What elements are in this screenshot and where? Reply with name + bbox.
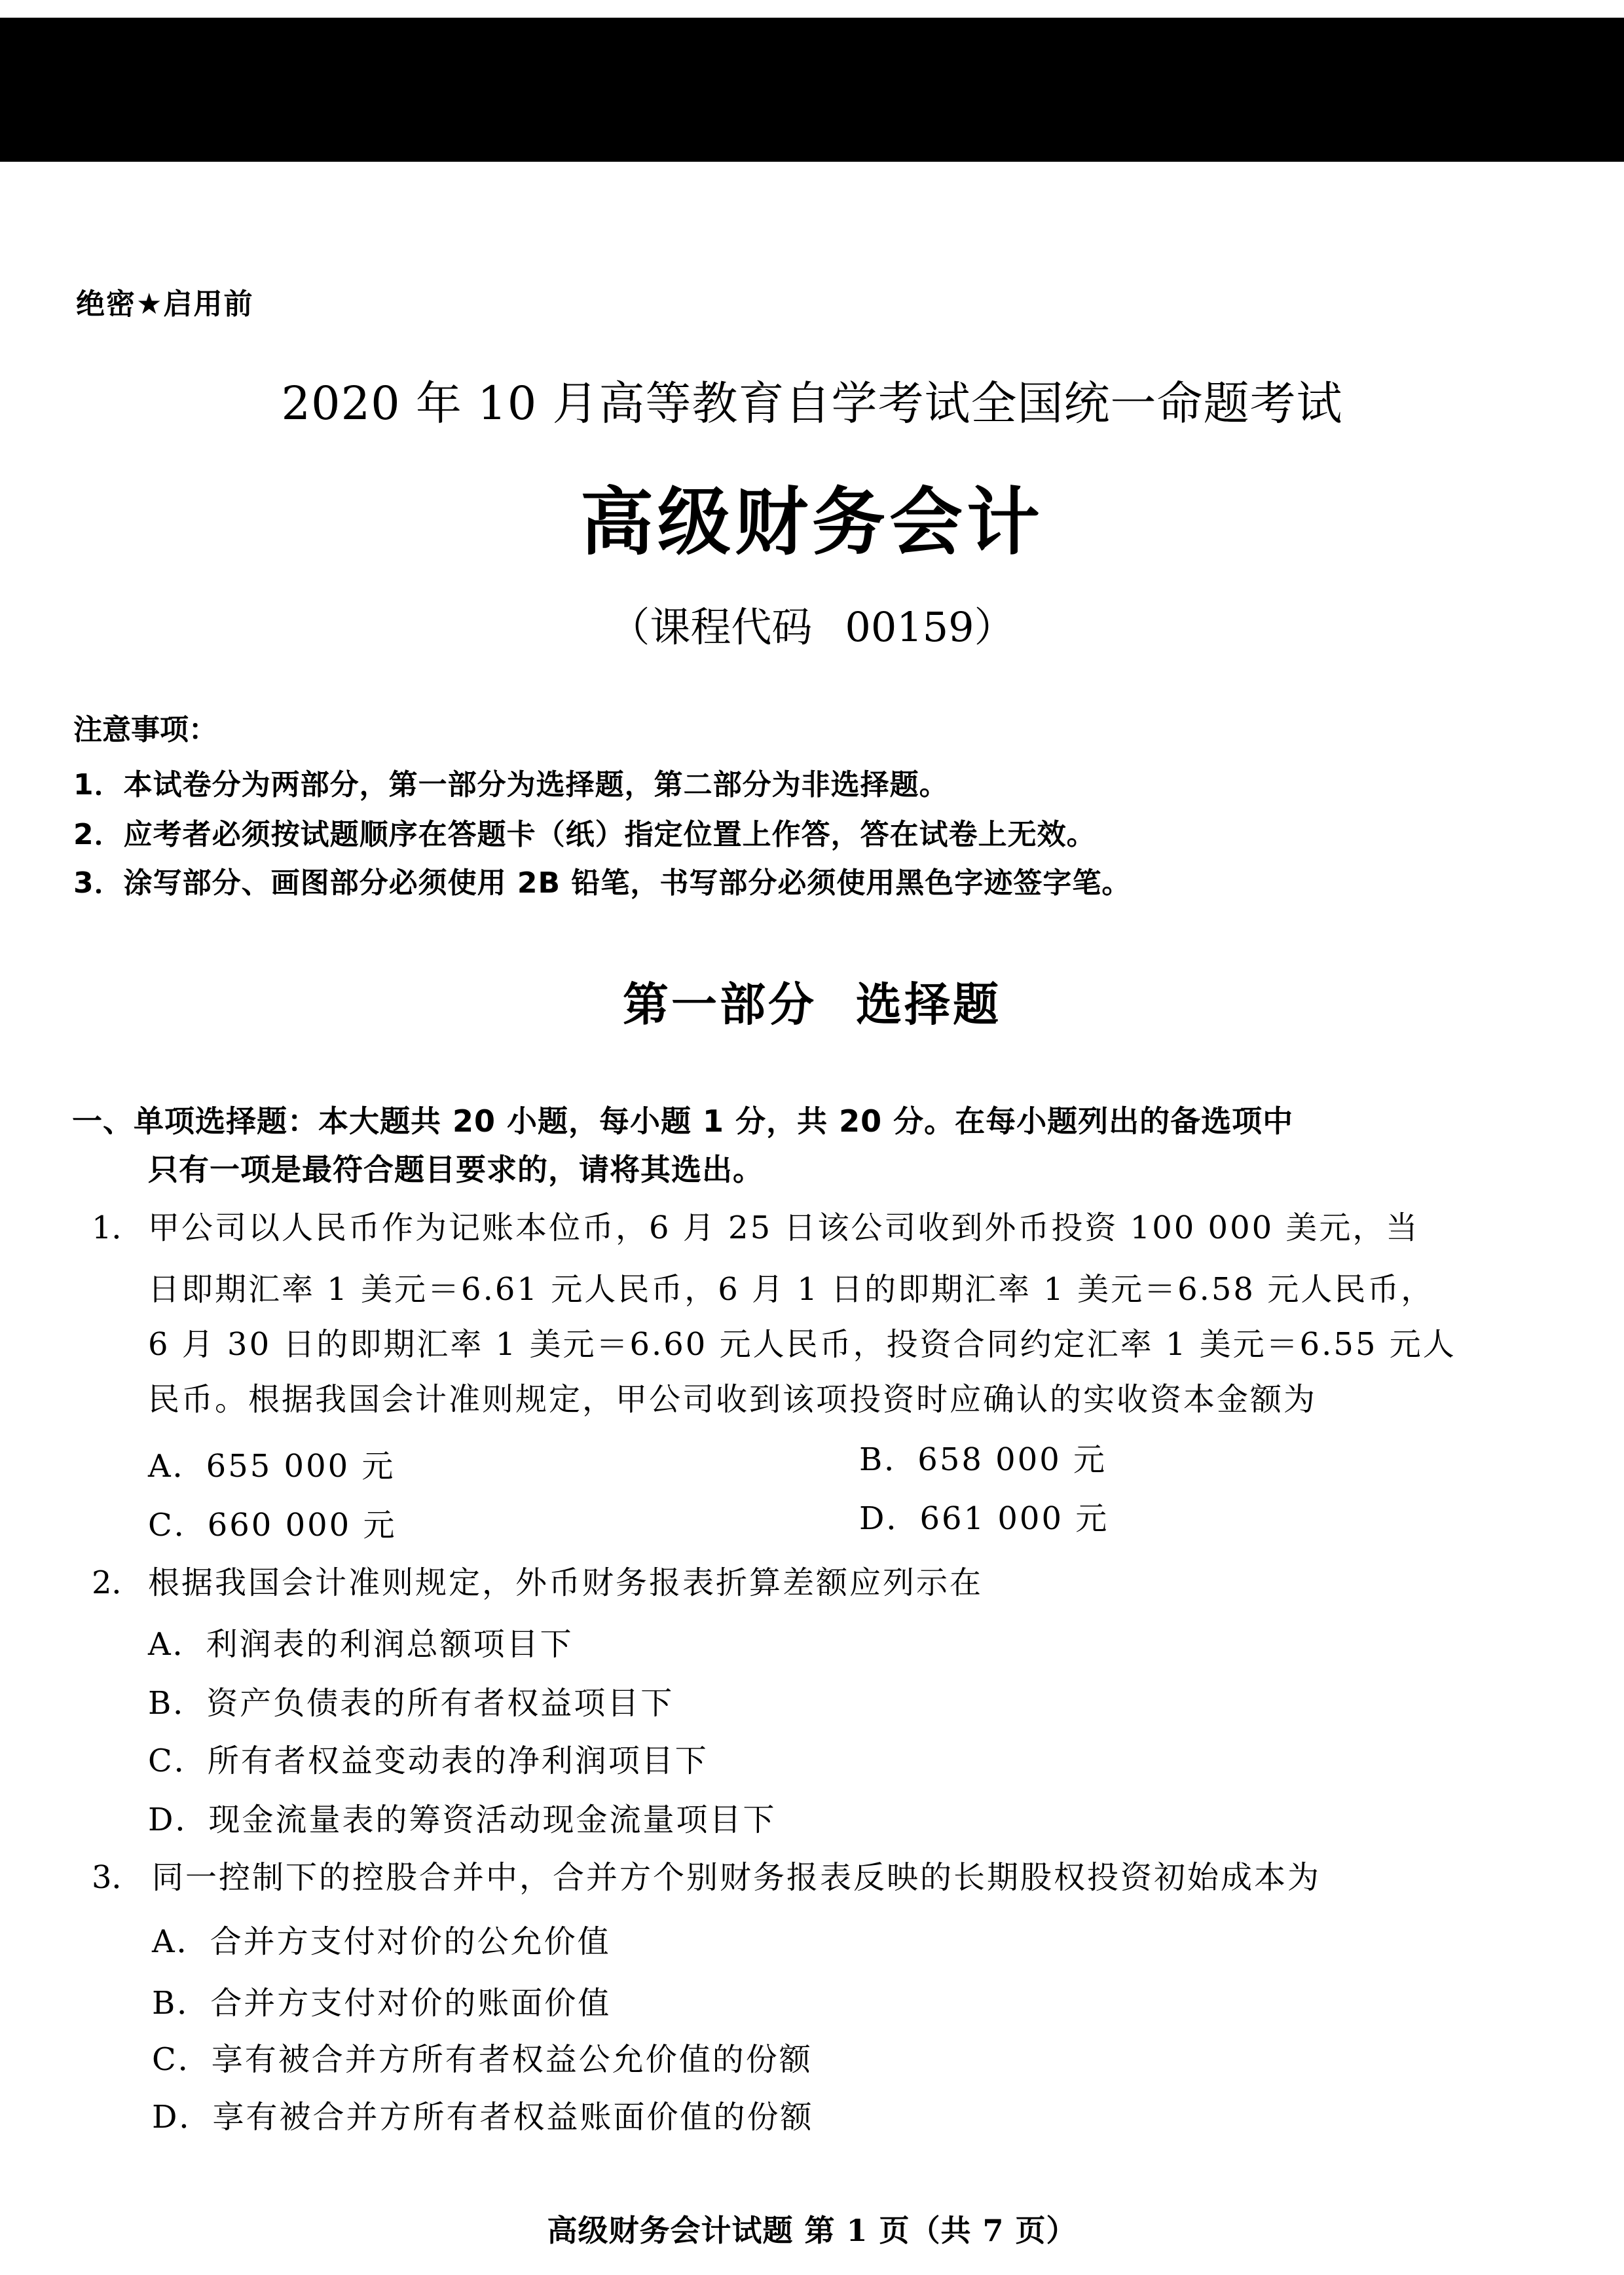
option-c: C．享有被合并方所有者权益公允价值的份额 — [152, 2041, 813, 2078]
note-item: 2．应考者必须按试题顺序在答题卡（纸）指定位置上作答，答在试卷上无效。 — [73, 818, 1096, 851]
part-title-right: 选择题 — [856, 978, 1001, 1031]
confidential-mark: 绝密★启用前 — [76, 287, 254, 321]
redaction-bar — [0, 18, 1624, 162]
option-b: B．资产负债表的所有者权益项目下 — [148, 1685, 674, 1722]
option-b: B．658 000 元 — [859, 1441, 1107, 1478]
section-instructions-line1: 一、单项选择题：本大题共 20 小题，每小题 1 分，共 20 分。在每小题列出的备选项中 — [72, 1103, 1294, 1139]
option-c: C．所有者权益变动表的净利润项目下 — [148, 1743, 709, 1779]
question-text-line: 日即期汇率 1 美元＝6.61 元人民币，6 月 1 日的即期汇率 1 美元＝6.58 元人民币， — [148, 1271, 1435, 1308]
subject-title: 高级财务会计 — [580, 480, 1044, 565]
course-code-label: （课程代码 — [609, 603, 813, 651]
question-number: 3． — [92, 1859, 143, 1896]
option-b: B．合并方支付对价的账面价值 — [152, 1985, 612, 2022]
note-item: 1．本试卷分为两部分，第一部分为选择题，第二部分为非选择题。 — [73, 768, 949, 802]
option-d: D．661 000 元 — [859, 1500, 1109, 1537]
question-number: 2． — [92, 1564, 143, 1601]
option-a: A．合并方支付对价的公允价值 — [152, 1923, 611, 1960]
page-footer: 高级财务会计试题 第 1 页（共 7 页） — [547, 2213, 1077, 2248]
notes-title: 注意事项： — [73, 713, 217, 747]
question-text-line: 民币。根据我国会计准则规定，甲公司收到该项投资时应确认的实收资本金额为 — [148, 1381, 1318, 1418]
question-text-line: 6 月 30 日的即期汇率 1 美元＝6.60 元人民币，投资合同约定汇率 1 美元＝6.55 元人 — [148, 1326, 1456, 1363]
course-code-value: 00159） — [845, 603, 1015, 651]
option-a: A．655 000 元 — [148, 1448, 396, 1485]
question-text-line: 甲公司以人民币作为记账本位币，6 月 25 日该公司收到外币投资 100 000 美元，当 — [148, 1210, 1420, 1246]
question-text-line: 同一控制下的控股合并中，合并方个别财务报表反映的长期股权投资初始成本为 — [152, 1859, 1321, 1896]
question-number: 1． — [92, 1210, 143, 1246]
exam-title: 2020 年 10 月高等教育自学考试全国统一命题考试 — [281, 377, 1343, 430]
option-d: D．享有被合并方所有者权益账面价值的份额 — [152, 2099, 814, 2136]
question-text-line: 根据我国会计准则规定，外币财务报表折算差额应列示在 — [148, 1564, 984, 1601]
note-item: 3．涂写部分、画图部分必须使用 2B 铅笔，书写部分必须使用黑色字迹签字笔。 — [73, 866, 1132, 900]
option-d: D．现金流量表的筹资活动现金流量项目下 — [148, 1802, 777, 1838]
part-title-left: 第一部分 — [623, 978, 817, 1031]
course-code — [0, 595, 1624, 653]
option-c: C．660 000 元 — [148, 1507, 397, 1544]
section-instructions-line2: 只有一项是最符合题目要求的，请将其选出。 — [148, 1152, 764, 1187]
option-a: A．利润表的利润总额项目下 — [148, 1626, 574, 1663]
part-title — [0, 968, 1624, 1034]
